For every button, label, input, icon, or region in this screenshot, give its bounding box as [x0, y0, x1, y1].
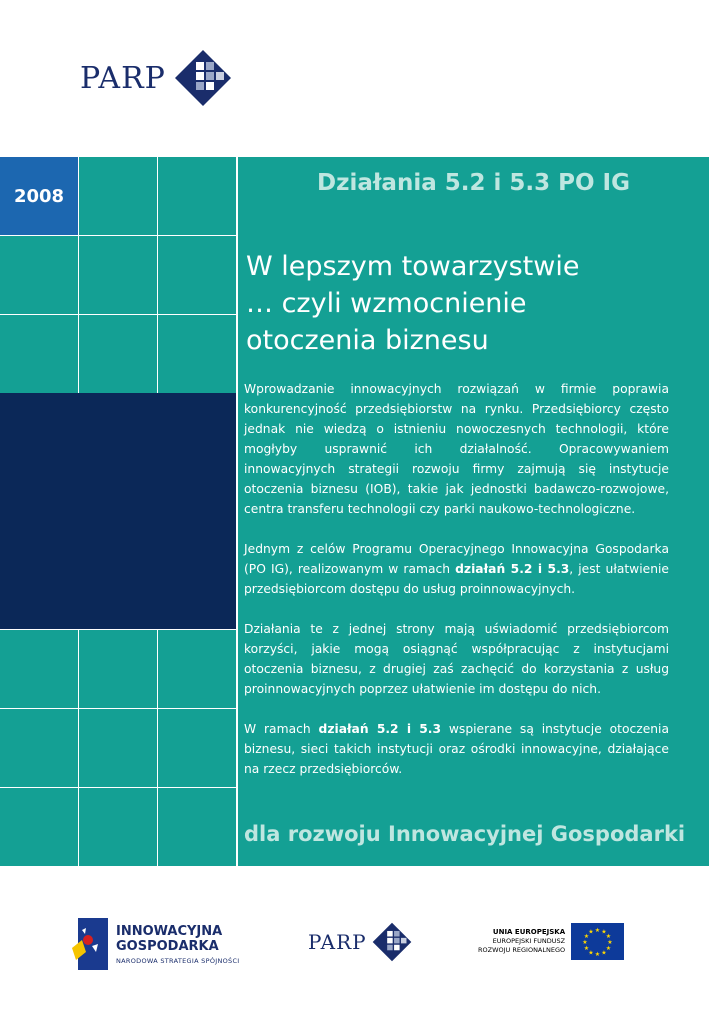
ig-text [116, 924, 240, 965]
subtitle: Działania 5.2 i 5.3 PO IG [317, 170, 630, 196]
year-badge: 2008 [0, 157, 78, 235]
svg-text:★: ★ [605, 933, 612, 940]
svg-text:★: ★ [583, 945, 590, 952]
svg-text:★: ★ [594, 927, 601, 934]
ig-emblem-icon [72, 918, 108, 970]
ig-title: INNOWACYJNA [116, 923, 223, 939]
paragraph-bold: działań 5.2 i 5.3 [318, 722, 442, 736]
grid-line [0, 314, 236, 315]
grid-line [0, 629, 236, 630]
svg-text:★: ★ [588, 928, 594, 936]
eu-flag-icon [571, 923, 624, 960]
parp-logo-footer [308, 922, 412, 962]
headline-line: otoczenia biznesu [246, 325, 489, 356]
svg-text:★: ★ [607, 939, 613, 946]
eu-line: ROZWOJU REGIONALNEGO [478, 946, 566, 954]
paragraph [244, 539, 669, 599]
navy-block-cover [0, 393, 236, 629]
paragraph-bold: działań 5.2 i 5.3 [455, 562, 570, 576]
column-separator [236, 157, 238, 866]
grid-line [0, 708, 236, 709]
body-text [244, 379, 669, 799]
paragraph-text: W ramach [244, 722, 319, 736]
eu-line: EUROPEJSKI FUNDUSZ [492, 937, 566, 945]
svg-text:★: ★ [588, 949, 594, 957]
svg-text:★: ★ [583, 933, 590, 940]
eu-title: UNIA EUROPEJSKA [492, 928, 566, 936]
parp-diamond-icon [372, 922, 412, 962]
footer [0, 900, 709, 980]
eu-text [478, 928, 565, 955]
parp-logo-text: PARP [80, 60, 166, 96]
paragraph-text: wspierane są instytucje otoczenia biznesu, sieci takich instytucji oraz ośrodki innowacyjne, działające na rzecz przedsiębiorców. [244, 722, 670, 776]
paragraph-text: Jednym z celów Programu Operacyjnego Innowacyjna Gospodarka (PO IG), realizowanym w ramach [244, 542, 669, 576]
grid-line [0, 787, 236, 788]
ig-title: GOSPODARKA [116, 938, 219, 954]
paragraph: Działania te z jednej strony mają uświadomić przedsiębiorcom korzyści, jakie mogą osiągnąć współpracując z instytucjami otoczenia biznesu, z drugiej zaś zachęcić do korzystania z usług proinnowacyjnych poprzez ułatwienie im dostępu do nich. [244, 622, 669, 696]
paragraph-text: , jest ułatwienie przedsiębiorcom dostępu do usług proinnowacyjnych. [244, 562, 669, 596]
parp-diamond-icon [174, 49, 232, 107]
svg-text:★: ★ [582, 939, 588, 946]
innowacyjna-gospodarka-logo [72, 918, 240, 970]
headline [246, 248, 686, 359]
grid-line [0, 235, 236, 236]
svg-text:★: ★ [601, 928, 607, 936]
headline-line: W lepszym towarzystwie [246, 251, 580, 282]
svg-text:★: ★ [605, 945, 612, 952]
paragraph [244, 719, 669, 779]
svg-text:★: ★ [594, 951, 601, 958]
eu-logo [478, 923, 624, 960]
paragraph: Wprowadzanie innowacyjnych rozwiązań w firmie poprawia konkurencyjność przedsiębiorstw na rynku. Przedsiębiorcy często jednak nie wiedzą o istnieniu nowoczesnych technologii, które mogłyby usprawnić ich działalność. Opracowywaniem innowacyjnych strategii rozwoju firmy zajmują się instytucje otoczenia biznesu (IOB), takie jak jednostki badawczo-rozwojowe, centra transferu technologii czy parki naukowo-technologiczne. [244, 382, 669, 516]
parp-logo-text: PARP [308, 930, 367, 954]
headline-line: … czyli wzmocnienie [246, 288, 527, 319]
parp-logo-top [80, 50, 232, 106]
tagline: dla rozwoju Innowacyjnej Gospodarki [244, 822, 686, 846]
ig-subtitle: NARODOWA STRATEGIA SPÓJNOŚCI [116, 956, 240, 965]
svg-text:★: ★ [601, 949, 607, 957]
